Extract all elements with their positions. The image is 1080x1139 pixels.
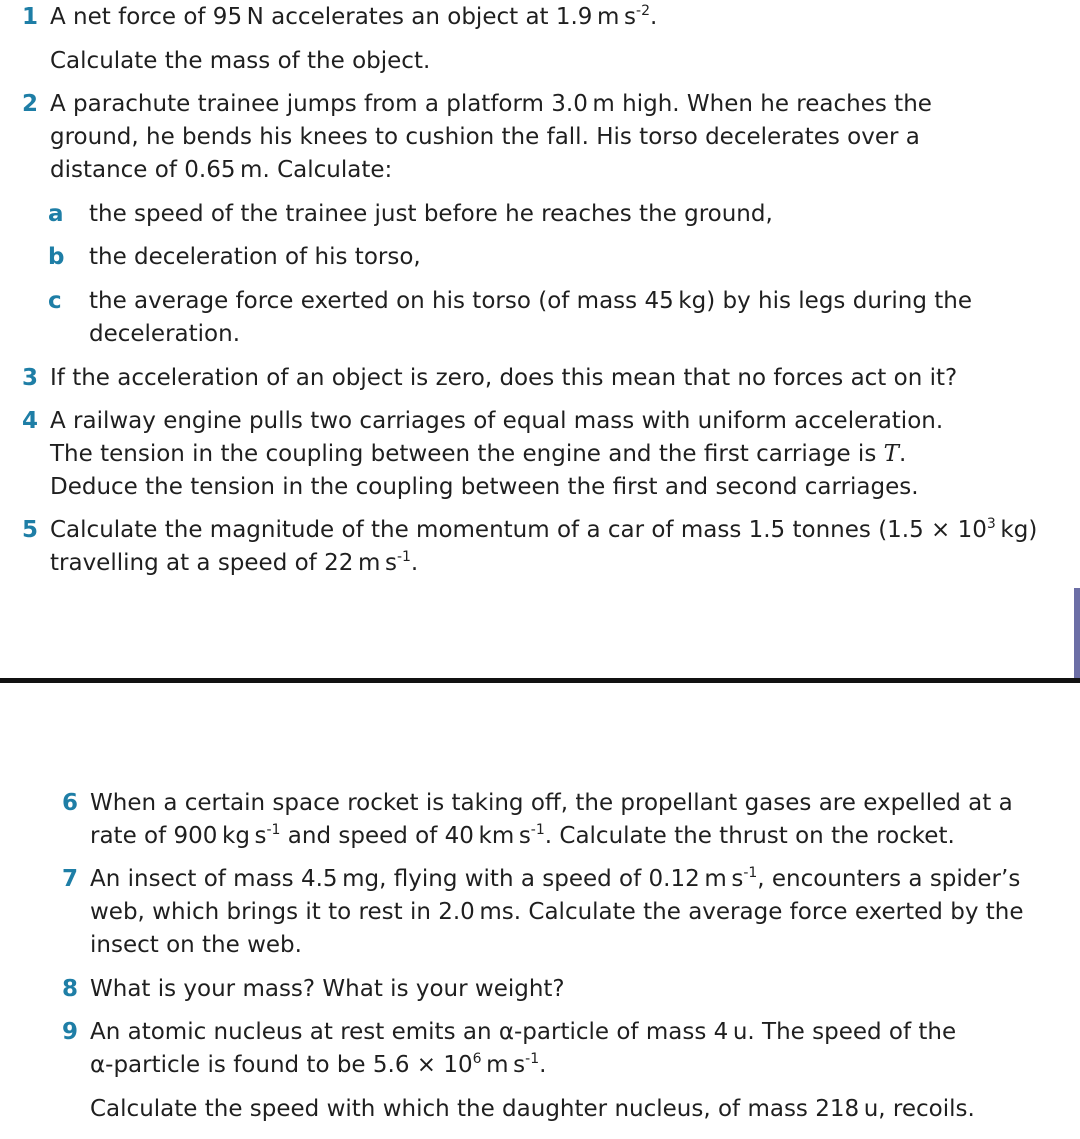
question-8 — [62, 973, 1072, 1006]
question-number: 2 — [22, 91, 39, 117]
question-3 — [22, 362, 1072, 395]
part-letter: a — [48, 201, 64, 227]
question-text-line: rate of 900 kg $s^{-1}$ and speed of 40 km $s^{-1}$. Calculate the thrust on the rocket. — [90, 822, 955, 849]
question-number: 9 — [62, 1019, 79, 1045]
question-text-line: Deduce the tension in the coupling between the first and second carriages. — [50, 474, 919, 500]
question-1-instruction: Calculate the mass of the object. — [50, 48, 431, 74]
question-text-line: insect on the web. — [90, 932, 302, 958]
question-text-line: web, which brings it to rest in 2.0 ms. Calculate the average force exerted by the — [90, 899, 1024, 925]
question-text-line: When a certain space rocket is taking off, the propellant gases are expelled at a — [90, 790, 1013, 816]
question-text-line: A railway engine pulls two carriages of equal mass with uniform acceleration. — [50, 408, 944, 434]
question-2-part-c — [48, 285, 1068, 351]
question-5 — [22, 514, 1072, 580]
question-text-line: α-particle is found to be $5.6 \times 10^6$ m $s^{-1}$. — [90, 1051, 547, 1078]
question-number: 1 — [22, 4, 39, 30]
question-2 — [22, 88, 1072, 187]
question-text: A net force of 95 N accelerates an object at 1.9 m $s^{-2}$. — [50, 3, 658, 30]
question-6 — [62, 787, 1072, 853]
part-text-line: the average force exerted on his torso (of mass 45 kg) by his legs during the — [89, 288, 972, 314]
tension-variable: T — [883, 441, 899, 467]
question-number: 3 — [22, 365, 39, 391]
question-number: 7 — [62, 866, 79, 892]
part-letter: c — [48, 288, 62, 314]
question-number: 5 — [22, 517, 39, 543]
part-text-line: deceleration. — [89, 321, 241, 347]
question-text-line: A parachute trainee jumps from a platform 3.0 m high. When he reaches the — [50, 91, 932, 117]
question-text: What is your mass? What is your weight? — [90, 976, 565, 1002]
question-7 — [62, 863, 1072, 962]
question-1 — [22, 1, 1072, 34]
part-text: the deceleration of his torso, — [89, 244, 421, 270]
question-text-line: An insect of mass 4.5 mg, flying with a speed of 0.12 m $s^{-1}$, encounters a spider’s — [90, 865, 1021, 892]
question-9 — [62, 1016, 1072, 1082]
question-text-line: distance of 0.65 m. Calculate: — [50, 157, 393, 183]
page-divider — [0, 678, 1080, 683]
question-text-line: An atomic nucleus at rest emits an α-particle of mass 4 u. The speed of the — [90, 1019, 957, 1045]
question-text-line: The tension in the coupling between the engine and the first carriage is T. — [50, 441, 907, 467]
margin-bar — [1074, 588, 1080, 681]
question-number: 4 — [22, 408, 39, 434]
question-text-line: travelling at a speed of 22 m $s^{-1}$. — [50, 549, 419, 576]
question-text-line: Calculate the magnitude of the momentum of a car of mass 1.5 tonnes ($1.5 \times 10^3$ kg) — [50, 516, 1038, 543]
question-4 — [22, 405, 1072, 504]
question-number: 6 — [62, 790, 79, 816]
question-2-part-b — [48, 241, 1068, 274]
question-text: If the acceleration of an object is zero, does this mean that no forces act on it? — [50, 365, 958, 391]
question-text-line: ground, he bends his knees to cushion the fall. His torso decelerates over a — [50, 124, 920, 150]
question-9-instruction: Calculate the speed with which the daughter nucleus, of mass 218 u, recoils. — [90, 1096, 975, 1122]
question-2-part-a — [48, 198, 1068, 231]
question-number: 8 — [62, 976, 79, 1002]
part-text: the speed of the trainee just before he reaches the ground, — [89, 201, 773, 227]
part-letter: b — [48, 244, 65, 270]
